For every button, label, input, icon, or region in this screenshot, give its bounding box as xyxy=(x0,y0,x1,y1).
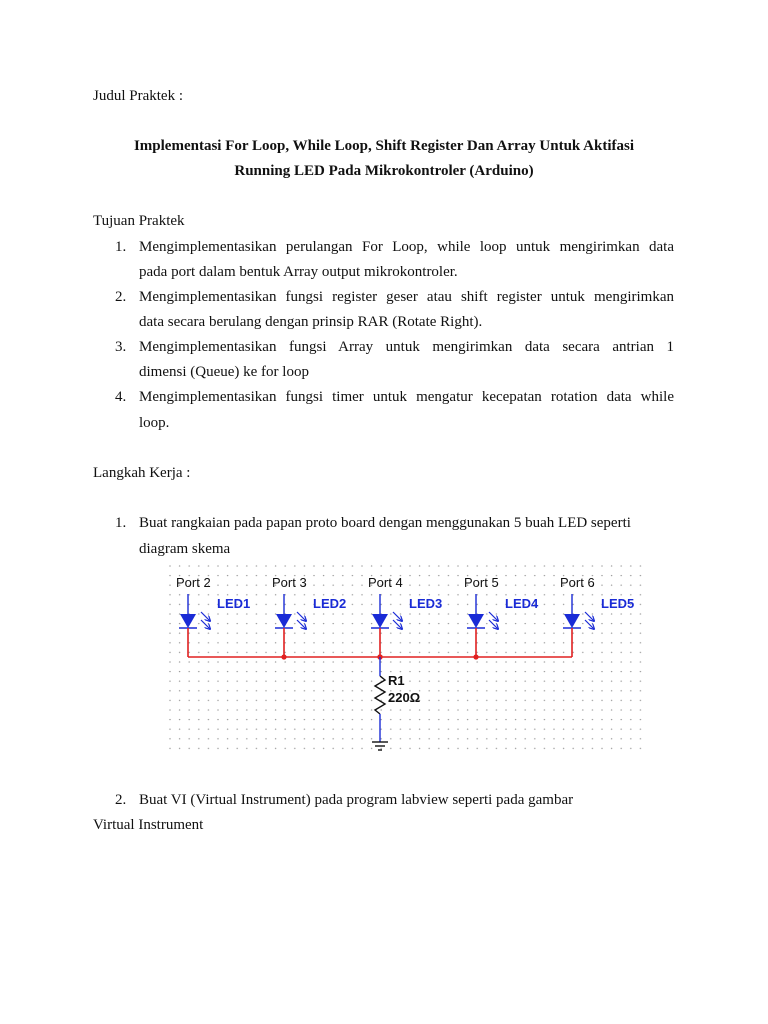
led-label: LED1 xyxy=(217,596,251,611)
port-label: Port 2 xyxy=(176,575,211,590)
objective-line: Mengimplementasikan fungsi register geser atau shift register untuk mengirimkan xyxy=(139,289,674,305)
objectives-heading: Tujuan Praktek xyxy=(93,213,185,229)
resistor-value: 220Ω xyxy=(388,690,421,705)
step-line: diagram skema xyxy=(139,541,231,557)
objective-line: loop. xyxy=(139,415,170,431)
step-number: 2. xyxy=(115,792,127,808)
objective-number: 3. xyxy=(115,339,127,355)
port-label: Port 3 xyxy=(272,575,307,590)
virtual-instrument-heading: Virtual Instrument xyxy=(93,817,204,833)
port-label: Port 5 xyxy=(464,575,499,590)
led-label: LED4 xyxy=(505,596,539,611)
practice-title-line-1: Implementasi For Loop, While Loop, Shift Register Dan Array Untuk Aktifasi xyxy=(133,138,635,154)
led-label: LED5 xyxy=(601,596,635,611)
led-label: LED2 xyxy=(313,596,347,611)
port-label: Port 6 xyxy=(560,575,595,590)
objective-line: Mengimplementasikan fungsi Array untuk mengirimkan data secara antrian 1 xyxy=(139,339,674,355)
objective-number: 1. xyxy=(115,239,127,255)
step-number: 1. xyxy=(115,515,127,531)
objective-line: pada port dalam bentuk Array output mikrokontroler. xyxy=(139,264,458,280)
objective-line: dimensi (Queue) ke for loop xyxy=(139,364,309,380)
objective-line: Mengimplementasikan perulangan For Loop, while loop untuk mengirimkan data xyxy=(139,239,674,255)
step-line: Buat rangkaian pada papan proto board dengan menggunakan 5 buah LED seperti xyxy=(139,515,631,531)
grid-background xyxy=(168,564,642,756)
port-label: Port 4 xyxy=(368,575,403,590)
led-circuit-schematic xyxy=(168,564,642,756)
objective-line: Mengimplementasikan fungsi timer untuk mengatur kecepatan rotation data while xyxy=(139,389,674,405)
step-line: Buat VI (Virtual Instrument) pada program labview seperti pada gambar xyxy=(139,792,574,808)
led-label: LED3 xyxy=(409,596,443,611)
objective-number: 2. xyxy=(115,289,127,305)
practice-title-line-2: Running LED Pada Mikrokontroler (Arduino) xyxy=(234,163,534,179)
steps-heading: Langkah Kerja : xyxy=(93,465,191,481)
practice-title-label: Judul Praktek : xyxy=(93,88,183,104)
objective-number: 4. xyxy=(115,389,127,405)
objective-line: data secara berulang dengan prinsip RAR (Rotate Right). xyxy=(139,314,483,330)
resistor-label: R1 xyxy=(388,673,405,688)
